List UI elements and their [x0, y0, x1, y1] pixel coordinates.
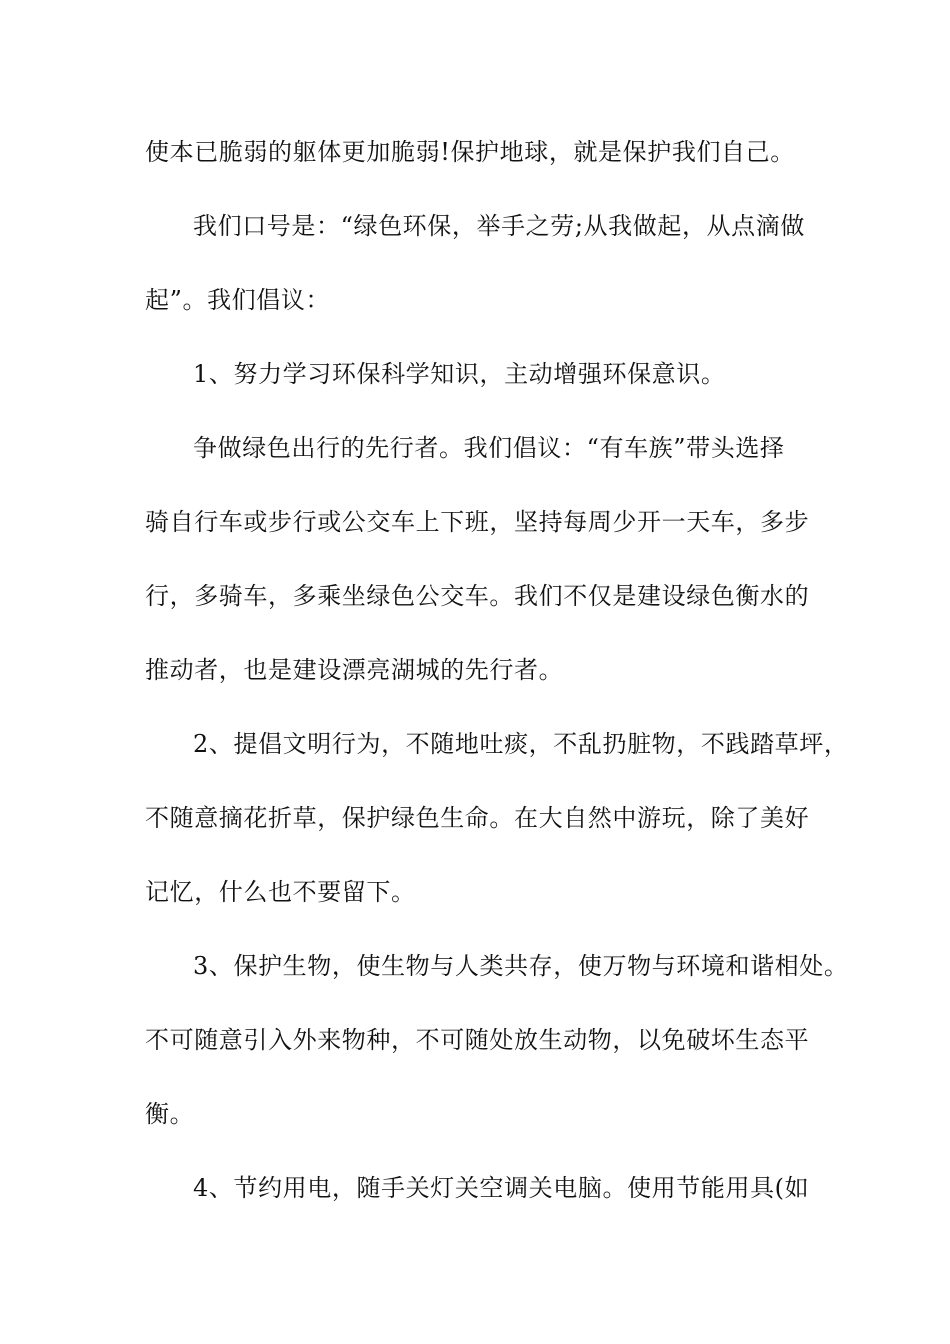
- text-line-5: 争做绿色出行的先行者。我们倡议：“有车族”带头选择: [193, 434, 785, 462]
- text-line-2: 我们口号是：“绿色环保，举手之劳;从我做起，从点滴做: [193, 212, 805, 240]
- text-line-3: 起”。我们倡议：: [145, 286, 331, 314]
- text-line-9: 2、提倡文明行为，不随地吐痰，不乱扔脏物，不践踏草坪，: [193, 730, 849, 758]
- text-line-7: 行，多骑车，多乘坐绿色公交车。我们不仅是建设绿色衡水的: [145, 582, 810, 610]
- text-line-15: 4、节约用电，随手关灯关空调关电脑。使用节能用具(如: [193, 1174, 810, 1202]
- text-line-4: 1、努力学习环保科学知识，主动增强环保意识。: [193, 360, 726, 388]
- text-line-12: 3、保护生物，使生物与人类共存，使万物与环境和谐相处。: [193, 952, 849, 980]
- text-line-14: 衡。: [145, 1100, 195, 1128]
- text-line-1: 使本已脆弱的躯体更加脆弱!保护地球，就是保护我们自己。: [145, 138, 795, 166]
- text-line-13: 不可随意引入外来物种，不可随处放生动物，以免破坏生态平: [145, 1026, 810, 1054]
- text-line-8: 推动者，也是建设漂亮湖城的先行者。: [145, 656, 564, 684]
- text-line-10: 不随意摘花折草，保护绿色生命。在大自然中游玩，除了美好: [145, 804, 810, 832]
- text-line-11: 记忆，什么也不要留下。: [145, 878, 416, 906]
- text-line-6: 骑自行车或步行或公交车上下班，坚持每周少开一天车，多步: [145, 508, 810, 536]
